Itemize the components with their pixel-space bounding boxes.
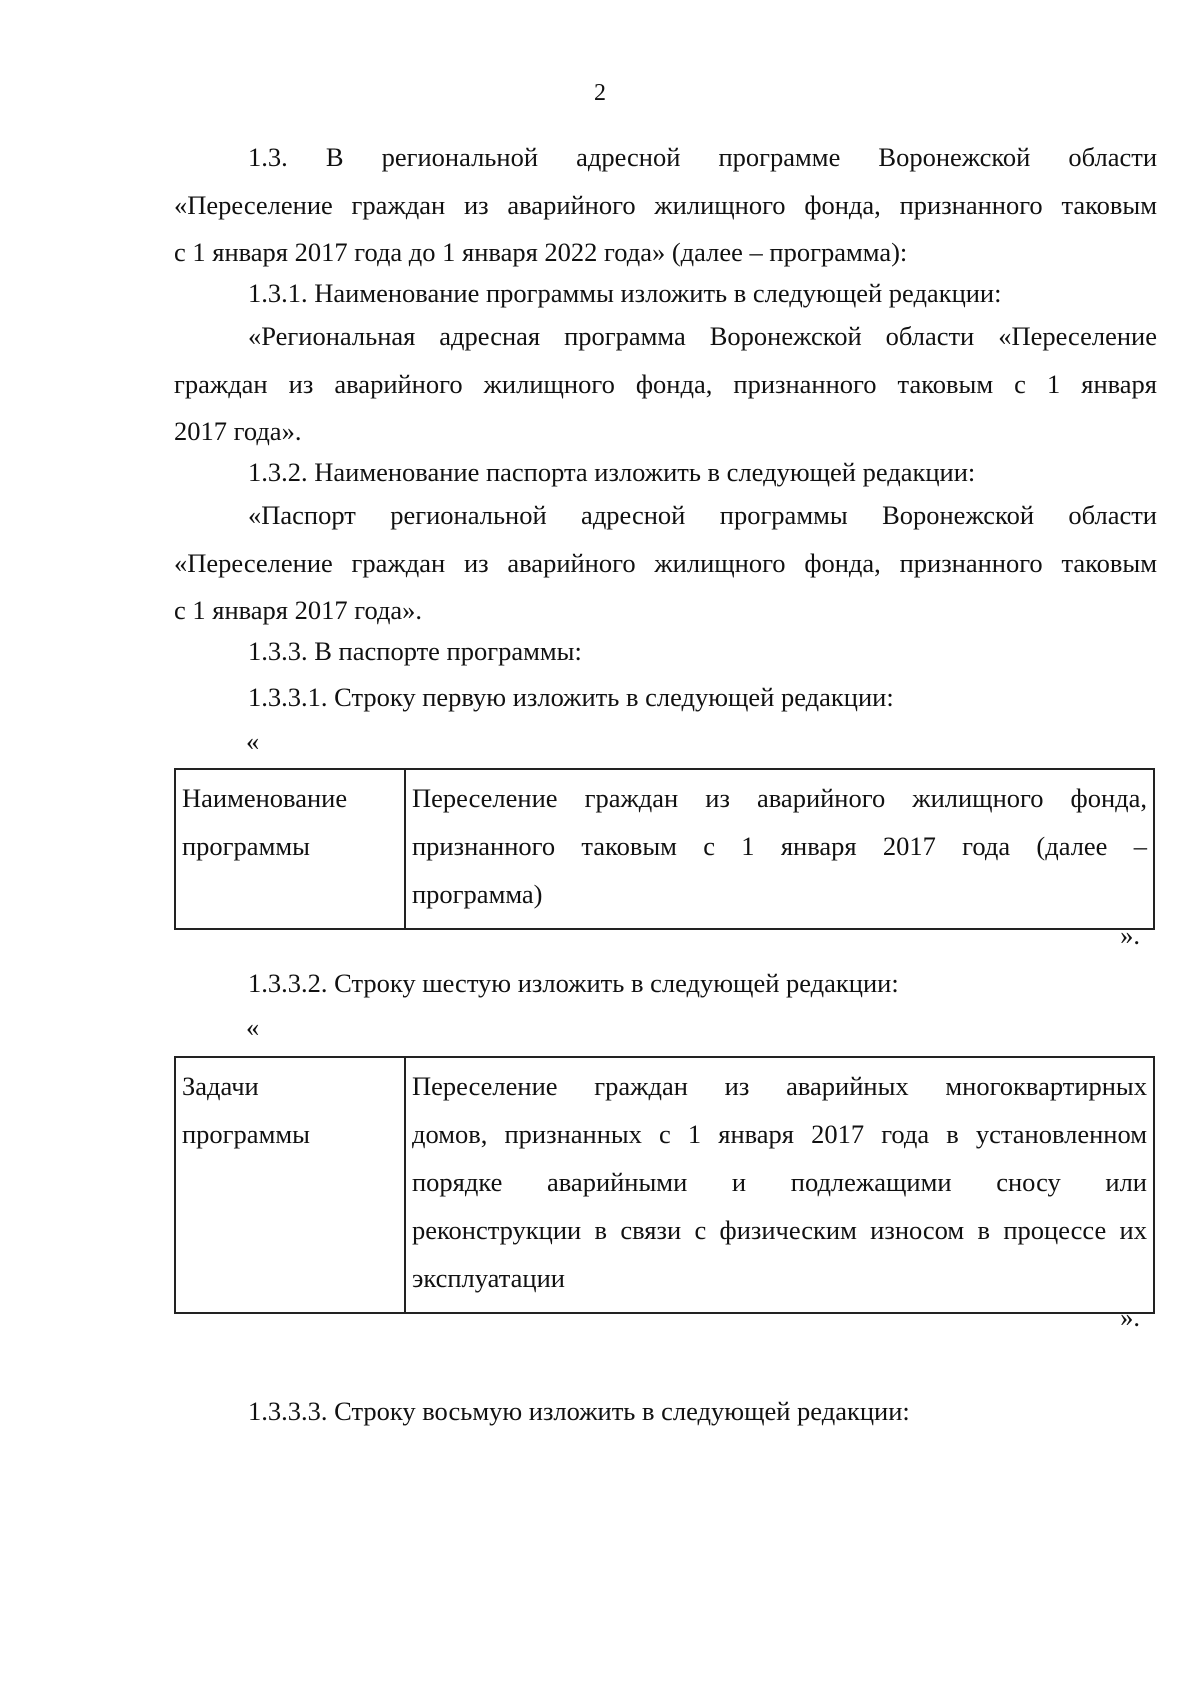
paragraph-1-3: [174, 134, 1157, 277]
table-label-cell: [175, 1057, 405, 1313]
paragraph-line: 1.3.3.1. Строку первую изложить в следующей редакции:: [248, 682, 894, 712]
table-value-cell: [405, 769, 1154, 929]
table-label-line: Задачи: [182, 1071, 259, 1101]
opening-quote: «: [246, 1012, 260, 1042]
table-value-cell: [405, 1057, 1154, 1313]
paragraph-line: «Паспорт региональной адресной программы Воронежской области: [248, 500, 1157, 530]
table-label-cell: [175, 769, 405, 929]
paragraph-line: 1.3. В региональной адресной программе Воронежской области: [248, 142, 1157, 172]
table-value-line: эксплуатации: [412, 1263, 565, 1293]
closing-quote: ».: [1120, 920, 1140, 950]
paragraph-1-3-3-2: [174, 960, 1157, 1008]
paragraph-line: «Переселение граждан из аварийного жилищного фонда, признанного таковым: [174, 547, 1157, 578]
table-value-line: реконструкции в связи с физическим износом в процессе их: [412, 1215, 1147, 1245]
table-row: [175, 1057, 1154, 1313]
paragraph-1-3-3-1: [174, 674, 1157, 722]
table-value-line: Переселение граждан из аварийных многоквартирных: [412, 1071, 1147, 1101]
paragraph-1-3-2: [174, 449, 1157, 497]
paragraph-line: граждан из аварийного жилищного фонда, признанного таковым с 1 января: [174, 368, 1157, 399]
paragraph-1-3-3-3: [174, 1388, 1157, 1436]
table-row: [175, 769, 1154, 929]
paragraph-line: 1.3.3.2. Строку шестую изложить в следующей редакции:: [248, 968, 899, 998]
paragraph-passport-name: [174, 492, 1157, 635]
table-value-line: признанного таковым с 1 января 2017 года (далее –: [412, 831, 1147, 861]
table-label-line: программы: [182, 1119, 310, 1149]
passport-table-row-1: [174, 768, 1155, 930]
closing-quote: ».: [1120, 1302, 1140, 1332]
table-label-line: Наименование: [182, 783, 348, 813]
paragraph-line: 2017 года».: [174, 416, 302, 446]
table-value-line: Переселение граждан из аварийного жилищного фонда,: [412, 783, 1147, 813]
paragraph-1-3-1: [174, 270, 1157, 318]
paragraph-line: «Региональная адресная программа Воронежской области «Переселение: [248, 321, 1157, 351]
opening-quote: «: [246, 726, 260, 756]
table-value-line: программа): [412, 879, 543, 909]
passport-table-row-6: [174, 1056, 1155, 1314]
paragraph-line: с 1 января 2017 года до 1 января 2022 года» (далее – программа):: [174, 237, 908, 267]
paragraph-line: 1.3.3. В паспорте программы:: [248, 636, 582, 666]
table-value-line: порядке аварийными и подлежащими сносу или: [412, 1167, 1147, 1197]
paragraph-line: 1.3.1. Наименование программы изложить в следующей редакции:: [248, 278, 1002, 308]
page-number: 2: [594, 80, 606, 106]
paragraph-line: 1.3.2. Наименование паспорта изложить в следующей редакции:: [248, 457, 976, 487]
paragraph-program-name: [174, 313, 1157, 456]
table-label-line: программы: [182, 831, 310, 861]
paragraph-line: «Переселение граждан из аварийного жилищного фонда, признанного таковым: [174, 189, 1157, 220]
paragraph-line: 1.3.3.3. Строку восьмую изложить в следующей редакции:: [248, 1396, 910, 1426]
paragraph-line: с 1 января 2017 года».: [174, 595, 423, 625]
table-value-line: домов, признанных с 1 января 2017 года в установленном: [412, 1119, 1147, 1149]
paragraph-1-3-3: [174, 628, 1157, 676]
